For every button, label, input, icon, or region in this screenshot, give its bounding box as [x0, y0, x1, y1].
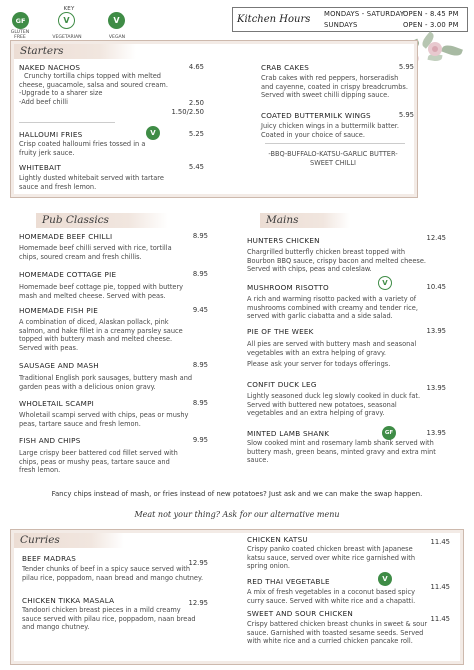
desc-line: fresh lemon. — [19, 466, 61, 475]
key-label-gluten-free: GLUTEN FREE — [10, 30, 30, 40]
item-name-crab-cakes: CRAB CAKES — [261, 63, 310, 72]
mains-banner — [260, 213, 350, 228]
desc-line: Tandoori chicken breast pieces in a mild creamy — [22, 606, 181, 614]
desc-line: Homemade beef chilli served with rice, tortilla — [19, 244, 172, 252]
desc-line: Crisp coated halloumi fries tossed in a — [19, 140, 146, 148]
desc-line: sauce. — [247, 456, 269, 465]
desc-line: vegetables with an extra helping of gravy. — [247, 348, 387, 357]
desc-line: katsu sauce, served over white rice garnished with — [247, 553, 416, 562]
item-name-naked-nachos: NAKED NACHOS — [19, 63, 81, 72]
desc-line: fruity jerk sauce. — [19, 148, 75, 157]
desc-line: sauce and fresh lemon. — [19, 182, 97, 191]
desc-line: SWEET CHILLI — [310, 158, 356, 167]
item-name-confit-duck-leg: CONFIT DUCK LEG — [247, 380, 317, 389]
desc-line: A mix of fresh vegetables in a coconut based spicy — [247, 588, 415, 596]
desc-line: -Upgrade to a sharer size — [19, 89, 103, 98]
desc-line: mushrooms combined with creamy and tender rice, — [247, 303, 418, 312]
desc-line: peas, tartare sauce and fresh lemon. — [19, 419, 141, 428]
desc-line: Slow cooked mint and rosemary lamb shank served with — [247, 439, 434, 447]
pub-classics-title: Pub Classics — [42, 214, 109, 226]
item-desc-whitebait — [19, 174, 209, 191]
desc-line: vegetables and an extra helping of gravy. — [247, 409, 385, 418]
item-name-red-thai-vegetable: RED THAI VEGETABLE — [247, 577, 330, 586]
vegetarian-icon: V — [58, 12, 75, 29]
divider — [265, 143, 405, 144]
mains-title: Mains — [266, 214, 299, 226]
desc-line: mash and melted cheese. Served with peas. — [19, 291, 166, 300]
desc-line: Served with chips, peas and coleslaw. — [247, 265, 372, 274]
desc-line: salmon, and hake fillet in a creamy parsley sauce — [19, 326, 183, 335]
desc-line: Large crispy beer battered cod fillet served with — [19, 449, 178, 457]
desc-line: curry sauce. Served with white rice and a chapatti. — [247, 596, 416, 605]
kitchen-hours-box — [232, 7, 468, 32]
desc-line: pilau rice, poppadom, naan bread and mango chutney. — [22, 573, 204, 582]
alternative-menu-note: Meat not your thing? Ask for our alternative menu — [134, 510, 340, 519]
item-name-cottage-pie: HOMEMADE COTTAGE PIE — [19, 270, 117, 279]
desc-line: and cayenne, coated in crispy breadcrumbs. — [261, 82, 408, 91]
hours-row1-time: OPEN - 8.45 PM — [403, 10, 459, 18]
curries-title: Curries — [20, 534, 60, 546]
item-desc-halloumi-fries — [19, 140, 189, 157]
desc-line: chips, soured cream and fresh chillis. — [19, 252, 142, 261]
desc-line: sauce. Garnished with toasted sesame seeds. Served — [247, 628, 424, 637]
dietary-key — [8, 6, 130, 40]
desc-line: Crunchy tortilla chips topped with melted — [24, 72, 161, 80]
price-beef-chilli-addon: 2.50 — [188, 99, 204, 107]
item-name-mushroom-risotto: MUSHROOM RISOTTO — [247, 283, 329, 292]
vegan-icon: V — [378, 572, 392, 586]
desc-line: Tender chunks of beef in a spicy sauce served with — [22, 565, 191, 573]
item-desc-chicken-tikka-masala — [22, 606, 230, 632]
desc-line: Crispy panko coated chicken breast with Japanese — [247, 545, 413, 553]
desc-line: Wholetail scampi served with chips, peas or mushy — [19, 411, 189, 419]
desc-line: garden peas with a delicious onion gravy. — [19, 382, 156, 391]
hours-row2-time: OPEN - 3.00 PM — [403, 21, 459, 29]
desc-line: Homemade beef cottage pie, topped with buttery — [19, 283, 184, 291]
desc-line: Bourbon BBQ sauce, crispy bacon and melted cheese. — [247, 256, 426, 265]
desc-line: -Add beef chilli — [19, 98, 68, 107]
item-name-chicken-tikka-masala: CHICKEN TIKKA MASALA — [22, 596, 115, 605]
item-name-hunters-chicken: HUNTERS CHICKEN — [247, 236, 320, 245]
desc-line: buttery mash, green beans, minted gravy and extra mint — [247, 447, 436, 456]
item-name-wholetail-scampi: WHOLETAIL SCAMPI — [19, 399, 95, 408]
item-desc-beef-madras — [22, 565, 230, 582]
item-desc-crab-cakes — [261, 74, 411, 100]
desc-line: Juicy chicken wings in a buttermilk batter. — [261, 122, 399, 130]
desc-line: All pies are served with buttery mash and seasonal — [247, 340, 417, 348]
vegan-icon: V — [146, 126, 160, 140]
key-label-vegan: VEGAN — [108, 35, 126, 40]
item-name-sausage-and-mash: SAUSAGE AND MASH — [19, 361, 99, 370]
item-price-sausage-and-mash: 8.95 — [192, 361, 208, 369]
desc-line: Crispy battered chicken breast chunks in sweet & sour — [247, 620, 428, 628]
desc-line: A rich and warming risotto packed with a variety of — [247, 295, 417, 303]
item-desc-cottage-pie — [19, 283, 219, 300]
item-desc-hunters-chicken — [247, 248, 457, 274]
item-name-fish-pie: HOMEMADE FISH PIE — [19, 306, 99, 315]
item-price-crab-cakes: 5.95 — [398, 63, 414, 71]
item-price-beef-madras: 12.95 — [188, 559, 208, 567]
item-desc-chicken-katsu — [247, 545, 457, 571]
item-price-fish-and-chips: 9.95 — [192, 436, 208, 444]
item-desc-wholetail-scampi — [19, 411, 229, 428]
item-name-beef-chilli: HOMEMADE BEEF CHILLI — [19, 232, 113, 241]
item-desc-fish-and-chips — [19, 449, 229, 475]
desc-line: Crab cakes with red peppers, horseradish — [261, 74, 399, 82]
desc-line: Coated in your choice of sauce. — [261, 130, 365, 139]
desc-line: Please ask your server for todays offerings. — [247, 360, 391, 369]
item-desc-fish-pie — [19, 318, 219, 353]
item-price-chicken-katsu: 11.45 — [430, 538, 450, 546]
item-name-chicken-katsu: CHICKEN KATSU — [247, 535, 308, 544]
desc-line: Traditional English pork sausages, buttery mash and — [19, 374, 193, 382]
hours-row1-days: MONDAYS - SATURDAY — [324, 10, 405, 18]
pub-classics-banner — [36, 213, 168, 228]
item-name-buttermilk-wings: COATED BUTTERMILK WINGS — [261, 111, 371, 120]
item-price-minted-lamb-shank: 13.95 — [426, 429, 446, 437]
item-price-mushroom-risotto: 10.45 — [426, 283, 446, 291]
item-desc-sausage-and-mash — [19, 374, 229, 391]
vegetarian-icon: V — [378, 276, 392, 290]
item-price-whitebait: 5.45 — [188, 163, 204, 171]
gluten-free-icon: GF — [12, 12, 29, 29]
desc-line: chips, peas or mushy peas, tartare sauce and — [19, 457, 170, 466]
starters-banner — [14, 44, 136, 59]
desc-line: spring onion. — [247, 562, 290, 571]
item-price-cottage-pie: 8.95 — [192, 270, 208, 278]
desc-line: Served with buttered new potatoes, seasonal — [247, 400, 397, 409]
swap-note: Fancy chips instead of mash, or fries instead of new potatoes? Just ask and we can make the swap happen. — [51, 490, 423, 498]
wing-sauce-options — [258, 150, 408, 167]
item-name-sweet-and-sour-chicken: SWEET AND SOUR CHICKEN — [247, 609, 353, 618]
price-sharer-upgrade: 1.50/2.50 — [171, 108, 204, 116]
desc-line: Lightly dusted whitebait served with tartare — [19, 174, 164, 182]
item-name-whitebait: WHITEBAIT — [19, 163, 62, 172]
desc-line: served with garlic ciabatta and a side salad. — [247, 312, 393, 321]
vegan-icon: V — [108, 12, 125, 29]
desc-line: Served with peas. — [19, 344, 79, 353]
item-desc-buttermilk-wings — [261, 122, 411, 139]
desc-line: Served with sweet chilli dipping sauce. — [261, 91, 390, 100]
kitchen-hours-title: Kitchen Hours — [237, 14, 311, 25]
item-desc-beef-chilli — [19, 244, 219, 261]
desc-line: and mango chutney. — [22, 623, 90, 632]
hours-row2-days: SUNDAYS — [324, 21, 358, 29]
desc-line: with white rice and a curried chicken pancake roll. — [247, 637, 413, 646]
item-price-hunters-chicken: 12.45 — [426, 234, 446, 242]
item-name-fish-and-chips: FISH AND CHIPS — [19, 436, 81, 445]
item-name-beef-madras: BEEF MADRAS — [22, 554, 77, 563]
item-price-chicken-tikka-masala: 12.95 — [188, 599, 208, 607]
item-price-red-thai-vegetable: 11.45 — [430, 583, 450, 591]
item-price-beef-chilli: 8.95 — [192, 232, 208, 240]
key-label-vegetarian: VEGETARIAN — [52, 35, 82, 40]
item-price-sweet-and-sour-chicken: 11.45 — [430, 615, 450, 623]
desc-line: Lightly seasoned duck leg slowly cooked in duck fat. — [247, 392, 421, 400]
item-desc-sweet-and-sour-chicken — [247, 620, 461, 646]
item-price-naked-nachos: 4.65 — [188, 63, 204, 71]
item-desc-pie-of-the-week — [247, 340, 457, 369]
item-desc-minted-lamb-shank — [247, 439, 465, 465]
item-price-pie-of-the-week: 13.95 — [426, 327, 446, 335]
item-price-wholetail-scampi: 8.95 — [192, 399, 208, 407]
item-price-buttermilk-wings: 5.95 — [398, 111, 414, 119]
desc-line: Chargrilled butterfly chicken breast topped with — [247, 248, 406, 256]
gluten-free-icon: GF — [382, 426, 396, 440]
starters-title: Starters — [20, 45, 64, 57]
item-desc-red-thai-vegetable — [247, 588, 457, 605]
desc-line: topped with buttery mash and melted cheese. — [19, 335, 173, 344]
divider — [19, 122, 115, 123]
desc-line: cheese, guacamole, salsa and soured cream. — [19, 80, 168, 89]
item-price-halloumi-fries: 5.25 — [188, 130, 204, 138]
desc-line: -BBQ-BUFFALO-KATSU-GARLIC BUTTER- — [268, 150, 398, 158]
desc-line: sauce served with pilau rice, poppadom, naan bread — [22, 614, 196, 623]
item-price-fish-pie: 9.45 — [192, 306, 208, 314]
curries-banner — [14, 533, 124, 548]
item-price-confit-duck-leg: 13.95 — [426, 384, 446, 392]
key-title: KEY — [63, 6, 75, 12]
item-desc-mushroom-risotto — [247, 295, 457, 321]
desc-line: A combination of diced, Alaskan pollack, pink — [19, 318, 169, 326]
item-name-minted-lamb-shank: MINTED LAMB SHANK — [247, 429, 330, 438]
item-desc-confit-duck-leg — [247, 392, 457, 418]
item-name-pie-of-the-week: PIE OF THE WEEK — [247, 327, 314, 336]
item-name-halloumi-fries: HALLOUMI FRIES — [19, 130, 83, 139]
